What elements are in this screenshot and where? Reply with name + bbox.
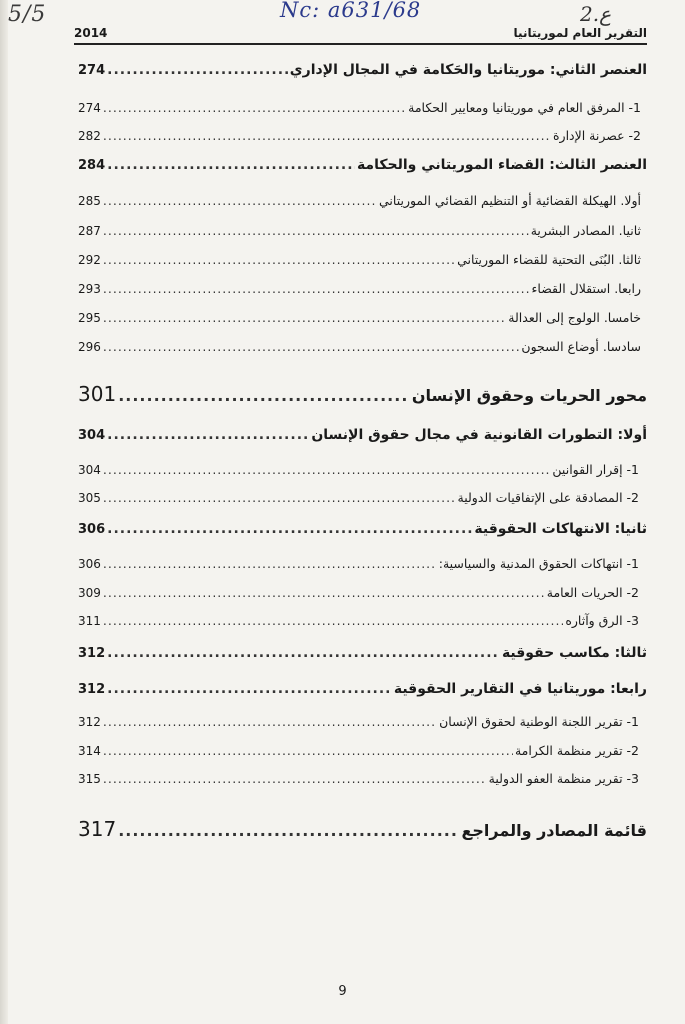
toc-entry-title: رابعا: موريتانيا في التقارير الحقوقية (393, 681, 647, 697)
toc-entry-title: أولا. الهيكلة القضائية أو التنظيم القضائي الموريتاني (378, 193, 641, 208)
toc-entry-page: 301 (78, 382, 117, 406)
toc-entry-title: العنصر الثالث: القضاء الموريتاني والحكامة (356, 157, 647, 173)
dot-leader (103, 585, 545, 600)
toc-entry-title: 2- المصادقة على الإتفاقيات الدولية (457, 490, 639, 505)
toc-entry (78, 339, 647, 354)
dot-leader (103, 223, 529, 238)
toc-entry (78, 310, 647, 325)
toc-entry (78, 681, 647, 697)
toc-entry-page: 311 (78, 614, 101, 628)
toc-entry-title: 2- تقرير منظمة الكرامة (514, 743, 639, 758)
toc-entry-title: العنصر الثاني: موريتانيا والحَكامة في المجال الإداري (289, 62, 647, 78)
toc-entry-page: 274 (78, 101, 101, 115)
toc-entry-page: 274 (78, 63, 106, 78)
toc-entry-page: 295 (78, 311, 101, 325)
dot-leader (107, 62, 288, 78)
dot-leader (103, 556, 437, 571)
toc-entry-page: 306 (78, 522, 106, 537)
toc-entry (78, 556, 647, 571)
page-number: 9 (338, 984, 347, 999)
toc-entry-page: 285 (78, 194, 101, 208)
dot-leader (118, 821, 459, 840)
toc-entry-title: قائمة المصادر والمراجع (461, 821, 647, 840)
toc-entry (78, 585, 647, 600)
toc-entry-page: 284 (78, 158, 106, 173)
toc-entry-title: 1- المرفق العام في موريتانيا ومعايير الحكامة (408, 100, 641, 115)
toc-entry-page: 304 (78, 428, 106, 443)
toc-entry-title: ثانيا. المصادر البشرية (530, 223, 641, 238)
table-of-contents (78, 0, 647, 1024)
dot-leader (107, 681, 392, 697)
toc-entry-title: محور الحريات وحقوق الإنسان (411, 386, 647, 405)
toc-entry-title: أولا: التطورات القانونية في مجال حقوق الإنسان (311, 427, 647, 443)
dot-leader (103, 252, 455, 267)
toc-entry-title: 1- انتهاكات الحقوق المدنية والسياسية: (438, 556, 639, 571)
dot-leader (103, 490, 456, 505)
toc-entry-title: 1- تقرير اللجنة الوطنية لحقوق الإنسان (439, 714, 639, 729)
toc-entry-title: رابعا. استقلال القضاء (531, 281, 641, 296)
toc-entry-page: 314 (78, 744, 101, 758)
dot-leader (107, 427, 309, 443)
dot-leader (107, 157, 355, 173)
dot-leader (103, 714, 437, 729)
toc-entry-page: 293 (78, 282, 101, 296)
toc-entry (78, 490, 647, 505)
dot-leader (103, 743, 513, 758)
toc-entry-title: خامسا. الولوج إلى العدالة (508, 310, 641, 325)
toc-entry-title: ثالثا. البُنَى التحتية للقضاء الموريتاني (457, 252, 641, 267)
toc-entry-page: 315 (78, 772, 101, 786)
toc-entry-page: 306 (78, 557, 101, 571)
toc-entry (78, 771, 647, 786)
toc-entry-title: ثالثا: مكاسب حقوقية (501, 645, 647, 661)
toc-entry (78, 382, 647, 406)
toc-entry-page: 287 (78, 224, 101, 238)
toc-entry-title: 3- تقرير منظمة العفو الدولية (488, 771, 639, 786)
toc-entry-title: 3- الرق وآثاره (565, 613, 639, 628)
handwritten-reference-number: Nc: a631/68 (280, 0, 422, 22)
header-year: 2014 (74, 26, 108, 40)
dot-leader (103, 339, 520, 354)
toc-entry (78, 128, 647, 143)
dot-leader (103, 193, 377, 208)
header-title: التقرير العام لموريتانيا (513, 26, 647, 40)
toc-entry (78, 281, 647, 296)
toc-entry (78, 462, 647, 477)
toc-entry (78, 223, 647, 238)
dot-leader (103, 310, 506, 325)
toc-entry-title: ثانيا: الانتهاكات الحقوقية (474, 521, 647, 537)
toc-entry (78, 743, 647, 758)
toc-entry (78, 252, 647, 267)
page-edge (0, 0, 8, 1024)
handwritten-note-left: 5/5 (8, 2, 47, 27)
handwritten-note-right: ع.2 (580, 2, 612, 26)
dot-leader (118, 386, 410, 405)
toc-entry-page: 305 (78, 491, 101, 505)
toc-entry (78, 817, 647, 841)
dot-leader (103, 281, 530, 296)
toc-entry-page: 304 (78, 463, 101, 477)
toc-entry-page: 282 (78, 129, 101, 143)
dot-leader (103, 771, 487, 786)
toc-entry-page: 296 (78, 340, 101, 354)
dot-leader (103, 613, 563, 628)
dot-leader (103, 128, 551, 143)
toc-entry-title: سادسا. أوضاع السجون (521, 339, 641, 354)
toc-entry (78, 521, 647, 537)
toc-entry (78, 100, 647, 115)
toc-entry-page: 309 (78, 586, 101, 600)
toc-entry-page: 317 (78, 817, 117, 841)
toc-entry-page: 312 (78, 646, 106, 661)
dot-leader (107, 645, 500, 661)
dot-leader (103, 462, 551, 477)
toc-entry (78, 157, 647, 173)
toc-entry (78, 427, 647, 443)
dot-leader (107, 521, 472, 537)
toc-entry (78, 613, 647, 628)
toc-entry (78, 714, 647, 729)
toc-entry-title: 2- الحريات العامة (546, 585, 639, 600)
toc-entry-page: 312 (78, 682, 106, 697)
toc-entry-page: 292 (78, 253, 101, 267)
toc-entry-page: 312 (78, 715, 101, 729)
toc-entry (78, 645, 647, 661)
toc-entry-title: 2- عصرنة الإدارة (552, 128, 641, 143)
toc-entry-title: 1- إقرار القوانين (552, 462, 639, 477)
toc-entry (78, 193, 647, 208)
toc-entry (78, 62, 647, 78)
dot-leader (103, 100, 406, 115)
